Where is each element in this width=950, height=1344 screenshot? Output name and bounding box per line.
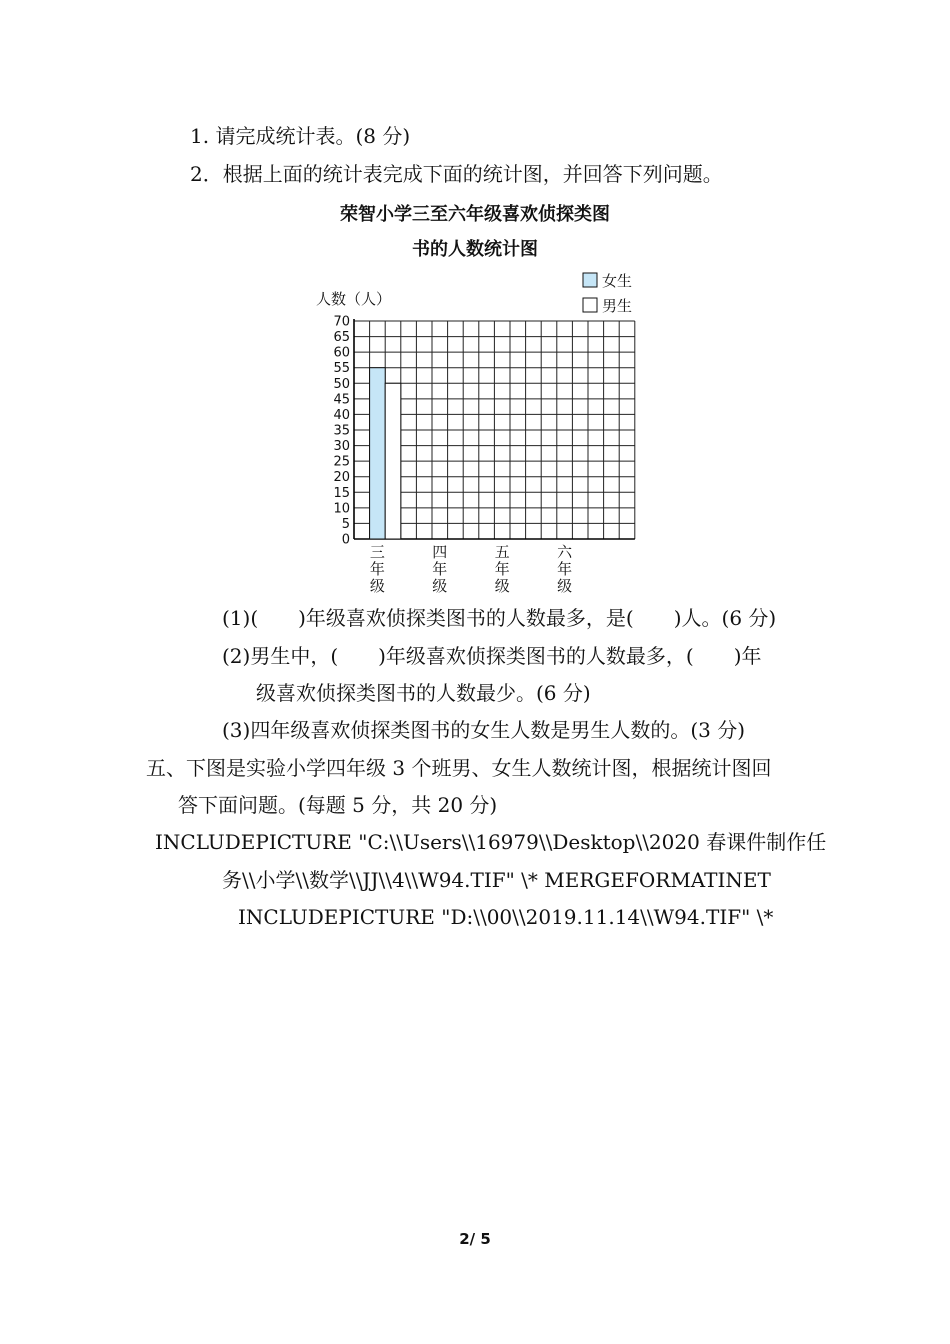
bar-chart: [300, 268, 645, 593]
y-tick-label: 65: [333, 330, 350, 346]
y-tick-label: 0: [341, 532, 350, 548]
y-tick-label: 40: [333, 407, 350, 423]
y-tick-label: 30: [333, 439, 350, 455]
x-tick-label: 级: [432, 577, 448, 593]
chart-title-line-2: 书的人数统计图: [412, 239, 538, 260]
sub-question-3: (3)四年级喜欢侦探类图书的女生人数是男生人数的。(3 分): [222, 718, 746, 742]
page-number: 2/ 5: [459, 1230, 491, 1248]
y-tick-label: 55: [333, 361, 350, 377]
y-tick-label: 25: [333, 454, 350, 470]
legend-swatch-女生: [583, 273, 597, 287]
x-tick-label: 年: [369, 560, 385, 578]
y-tick-label: 35: [333, 423, 350, 439]
x-tick-label: 五: [494, 543, 510, 561]
chart-title-line-1: 荣智小学三至六年级喜欢侦探类图: [340, 204, 610, 225]
y-tick-label: 45: [333, 392, 350, 408]
x-tick-label: 级: [369, 577, 385, 593]
sub-question-2-line-1: (2)男生中，( )年级喜欢侦探类图书的人数最多，( )年: [222, 644, 762, 668]
x-tick-label: 六: [557, 543, 573, 561]
bar-女生-三年级: [370, 368, 386, 539]
y-tick-label: 20: [333, 470, 350, 486]
question-2: 2．根据上面的统计表完成下面的统计图，并回答下列问题。: [190, 162, 723, 186]
legend-label: 女生: [602, 272, 633, 290]
sub-question-1: (1)( )年级喜欢侦探类图书的人数最多，是( )人。(6 分): [222, 606, 777, 630]
legend-label: 男生: [602, 297, 633, 315]
y-axis-label: 人数（人）: [316, 290, 392, 308]
sub-question-2-line-2: 级喜欢侦探类图书的人数最少。(6 分): [256, 681, 591, 705]
include-field-line-1: INCLUDEPICTURE "C:\\Users\\16979\\Desktop\\2020 春课件制作任: [155, 830, 827, 854]
x-tick-label: 年: [494, 560, 510, 578]
x-tick-label: 三: [369, 543, 385, 561]
y-tick-label: 60: [333, 345, 350, 361]
y-tick-label: 70: [333, 314, 350, 330]
x-tick-label: 级: [557, 577, 573, 593]
x-tick-label: 年: [557, 560, 573, 578]
y-tick-label: 10: [333, 501, 350, 517]
x-tick-label: 级: [494, 577, 510, 593]
x-tick-label: 四: [432, 543, 448, 561]
y-tick-label: 50: [333, 376, 350, 392]
legend-swatch-男生: [583, 298, 597, 312]
question-5-line-1: 五、下图是实验小学四年级 3 个班男、女生人数统计图，根据统计图回: [146, 756, 772, 780]
question-1: 1. 请完成统计表。(8 分): [190, 124, 411, 148]
question-5-line-2: 答下面问题。(每题 5 分，共 20 分): [178, 793, 498, 817]
y-tick-label: 15: [333, 485, 350, 501]
include-field-line-2: 务\\小学\\数学\\JJ\\4\\W94.TIF" \* MERGEFORMATINET: [222, 868, 771, 892]
y-tick-label: 5: [341, 516, 350, 532]
x-tick-label: 年: [432, 560, 448, 578]
bar-男生-三年级: [385, 383, 401, 539]
include-field-line-3: INCLUDEPICTURE "D:\\00\\2019.11.14\\W94.TIF" \*: [238, 905, 774, 929]
